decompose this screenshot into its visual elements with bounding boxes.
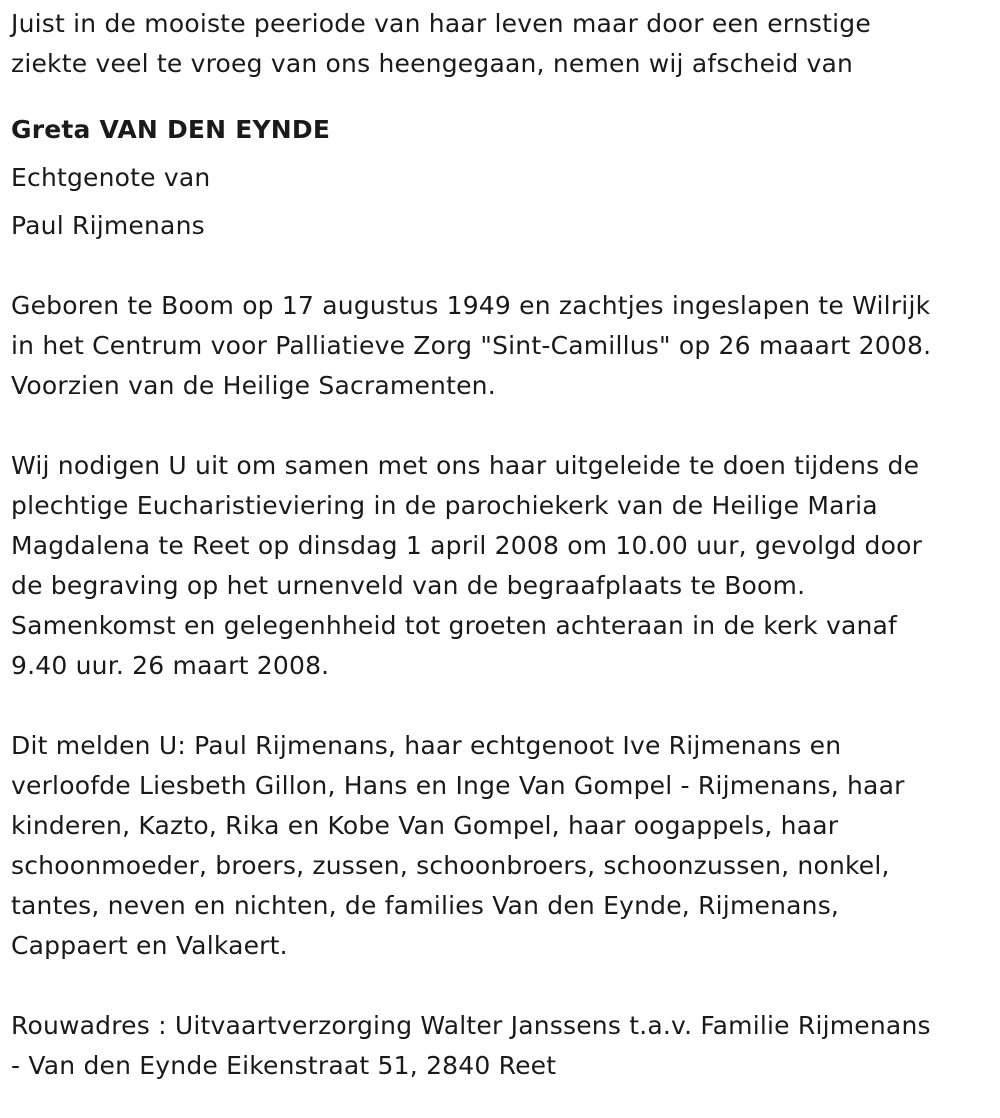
invitation-line: Magdalena te Reet op dinsdag 1 april 2008 om 10.00 uur, gevolgd door — [11, 531, 923, 560]
birth-death-line: in het Centrum voor Palliatieve Zorg "Sint-Camillus" op 26 maaart 2008. — [11, 331, 932, 360]
spouse-name: Paul Rijmenans — [11, 211, 205, 240]
announcement-line: kinderen, Kazto, Rika en Kobe Van Gompel, haar oogappels, haar — [11, 811, 839, 840]
announcement-line: schoonmoeder, broers, zussen, schoonbroers, schoonzussen, nonkel, — [11, 851, 890, 880]
address-paragraph — [11, 1006, 991, 1086]
announcement-paragraph — [11, 726, 991, 966]
address-line: Rouwadres : Uitvaartverzorging Walter Janssens t.a.v. Familie Rijmenans — [11, 1011, 931, 1040]
address-line: - Van den Eynde Eikenstraat 51, 2840 Reet — [11, 1051, 557, 1080]
birth-death-line: Voorzien van de Heilige Sacramenten. — [11, 371, 496, 400]
intro-line: Juist in de mooiste peeriode van haar leven maar door een ernstige — [11, 9, 871, 38]
obituary-document — [11, 4, 991, 1086]
announcement-line: Cappaert en Valkaert. — [11, 931, 288, 960]
relation-label: Echtgenote van — [11, 163, 211, 192]
invitation-line: Samenkomst en gelegenhheid tot groeten achteraan in de kerk vanaf — [11, 611, 898, 640]
intro-line: ziekte veel te vroeg van ons heengegaan, nemen wij afscheid van — [11, 49, 854, 78]
announcement-line: tantes, neven en nichten, de families Van den Eynde, Rijmenans, — [11, 891, 840, 920]
announcement-line: verloofde Liesbeth Gillon, Hans en Inge Van Gompel - Rijmenans, haar — [11, 771, 905, 800]
invitation-paragraph — [11, 446, 991, 686]
birth-death-paragraph — [11, 286, 991, 406]
announcement-line: Dit melden U: Paul Rijmenans, haar echtgenoot Ive Rijmenans en — [11, 731, 842, 760]
deceased-name: Greta VAN DEN EYNDE — [11, 115, 331, 144]
invitation-line: 9.40 uur. 26 maart 2008. — [11, 651, 330, 680]
invitation-line: plechtige Eucharistieviering in de parochiekerk van de Heilige Maria — [11, 491, 878, 520]
invitation-line: Wij nodigen U uit om samen met ons haar uitgeleide te doen tijdens de — [11, 451, 920, 480]
invitation-line: de begraving op het urnenveld van de begraafplaats te Boom. — [11, 571, 806, 600]
intro-paragraph — [11, 4, 991, 84]
deceased-block — [11, 110, 991, 246]
birth-death-line: Geboren te Boom op 17 augustus 1949 en zachtjes ingeslapen te Wilrijk — [11, 291, 931, 320]
